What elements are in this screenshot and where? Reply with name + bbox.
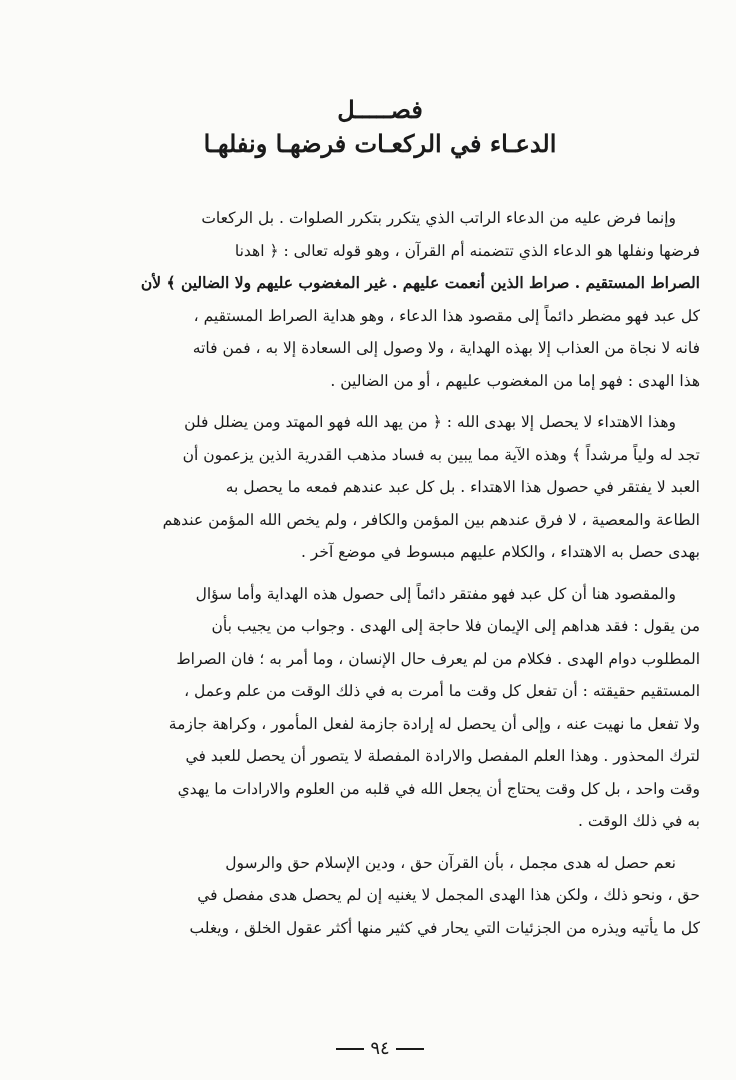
body-text (60, 202, 700, 953)
text-line: العبد لا يفتقر في حصول هذا الاهتداء . بل كل عبد عندهم فمعه ما يحصل به (225, 478, 700, 496)
text-line: كل ما يأتيه ويذره من الجزئيات التي يحار في كثير منها أكثر عقول الخلق ، ويغلب (189, 918, 700, 937)
text-line: تجد له ولياً مرشداً ﴾ وهذه الآية مما يبين به فساد مذهب القدرية الذين يزعمون أن (182, 445, 700, 464)
text-line: نعم حصل له هدى مجمل ، بأن القرآن حق ، ودين الإسلام حق والرسول (225, 853, 676, 872)
text-line: المطلوب دوام الهدى . فكلام من لم يعرف حال الإنسان ، وما أمر به ؛ فان الصراط (176, 649, 700, 668)
text-line: به في ذلك الوقت . (578, 812, 700, 830)
text-line: الطاعة والمعصية ، لا فرق عندهم بين المؤمن والكافر ، ولم يخص الله المؤمن عندهم (162, 510, 700, 529)
text-line: لترك المحذور . وهذا العلم المفصل والارادة المفصلة لا يتصور أن يحصل للعبد في (185, 747, 700, 765)
text-line: هذا الهدى : فهو إما من المغضوب عليهم ، أو من الضالين . (330, 371, 700, 390)
text-line: فانه لا نجاة من العذاب إلا بهذه الهداية ، ولا وصول إلى السعادة إلا به ، فمن فاته (192, 339, 700, 357)
text-line: وقت واحد ، بل كل وقت يحتاج أن يجعل الله في قلبه من العلوم والارادات ما يهدي (177, 779, 700, 798)
text-line: كل عبد فهو مضطر دائماً إلى مقصود هذا الدعاء ، وهو هداية الصراط المستقيم ، (193, 306, 700, 325)
chapter-heading (60, 95, 700, 161)
footer-dash (396, 1048, 424, 1050)
text-line: والمقصود هنا أن كل عبد فهو مفتقر دائماً إلى حصول هذه الهداية وأما سؤال (195, 584, 676, 603)
text-line: فرضها ونفلها هو الدعاء الذي تتضمنه أم القرآن ، وهو قوله تعالى : ﴿ اهدنا (234, 241, 700, 260)
section-title: الدعـاء في الركعـات فرضهـا ونفلهـا (203, 129, 557, 158)
paragraph-2 (60, 406, 700, 569)
paragraph-1 (60, 202, 700, 397)
paragraph-3 (60, 578, 700, 838)
text-line: ولا تفعل ما نهيت عنه ، وإلى أن يحصل له إرادة جازمة لفعل المأمور ، وكراهة جازمة (168, 714, 700, 733)
quran-verse-line: الصراط المستقيم . صراط الذين أنعمت عليهم . غير المغضوب عليهم ولا الضالين ﴾ لأن (140, 273, 700, 292)
text-line: من يقول : فقد هداهم إلى الإيمان فلا حاجة إلى الهدى . وجواب من يجيب بأن (211, 617, 700, 635)
text-line: المستقيم حقيقته : أن تفعل كل وقت ما أمرت به في ذلك الوقت من علم وعمل ، (184, 682, 700, 700)
text-line: وهذا الاهتداء لا يحصل إلا بهدى الله : ﴿ من يهد الله فهو المهتد ومن يضلل فلن (184, 413, 676, 431)
text-line: بهدى حصل به الاهتداء ، والكلام عليهم مبسوط في موضع آخر . (300, 543, 700, 561)
page-number: ٩٤ (370, 1038, 390, 1059)
book-page (60, 0, 700, 1080)
text-line: حق ، ونحو ذلك ، ولكن هذا الهدى المجمل لا يغنيه إن لم يحصل هدى مفصل في (197, 886, 700, 904)
text-line: وإنما فرض عليه من الدعاء الراتب الذي يتكرر بتكرر الصلوات . بل الركعات (201, 209, 676, 227)
section-label: فصـــــل (337, 95, 423, 124)
footer-dash (336, 1048, 364, 1050)
paragraph-4 (60, 847, 700, 945)
page-footer (60, 1038, 700, 1059)
